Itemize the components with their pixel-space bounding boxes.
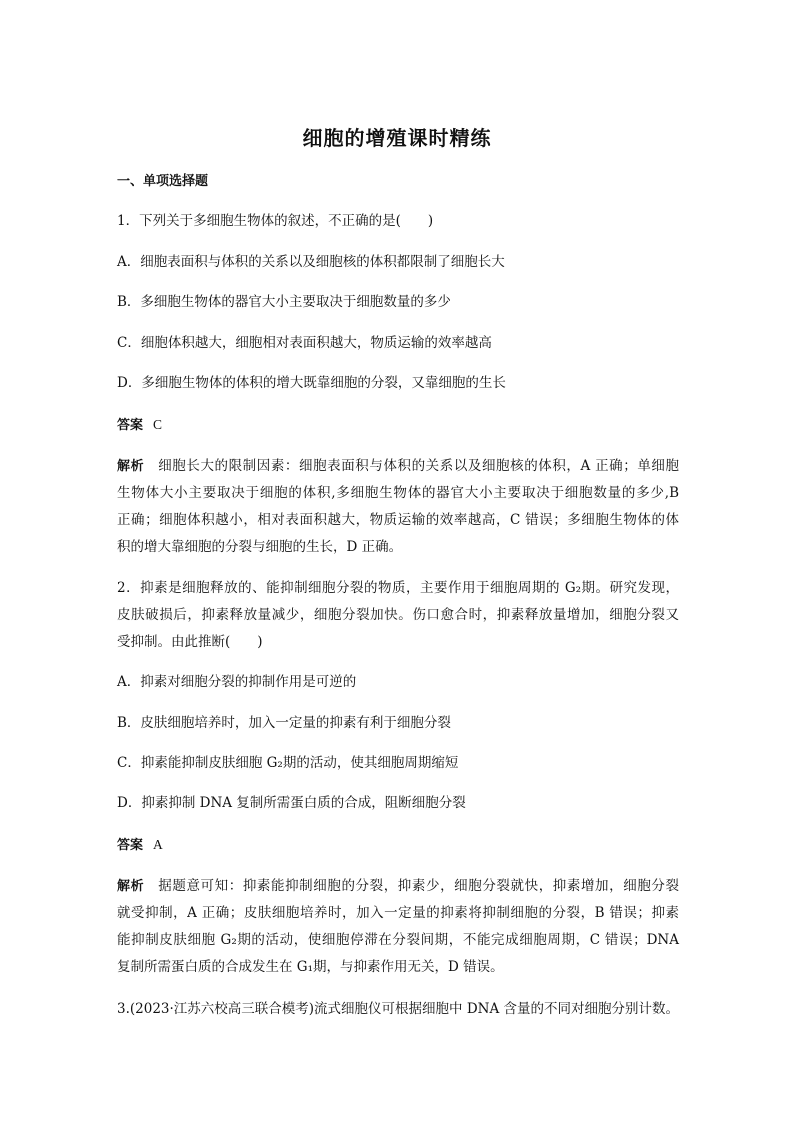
page-title: 细胞的增殖课时精练 xyxy=(302,126,492,150)
analysis-line: 正确；细胞体积越小，相对表面积越大，物质运输的效率越高，C 错误；多细胞生物体的体 xyxy=(117,512,679,528)
answer-value: C xyxy=(153,417,163,432)
answer-value: A xyxy=(153,837,163,852)
answer-label: 答案 xyxy=(117,838,144,853)
analysis-line: 解析 细胞长大的限制因素：细胞表面积与体积的关系以及细胞核的体积，A 正确；单细胞 xyxy=(117,458,679,474)
q1-answer xyxy=(117,411,679,439)
analysis-label: 解析 xyxy=(117,459,145,474)
q3-stem: 3.(2023·江苏六校高三联合模考)流式细胞仪可根据细胞中 DNA 含量的不同对细胞分别计数。 xyxy=(117,1001,680,1017)
q2-option-c: C．抑素能抑制皮肤细胞 G₂期的活动，使其细胞周期缩短 xyxy=(117,755,459,771)
section-heading: 一、单项选择题 xyxy=(117,174,209,189)
q1-option-a: A．细胞表面积与体积的关系以及细胞核的体积都限制了细胞长大 xyxy=(117,254,505,270)
analysis-line: 能抑制皮肤细胞 G₂期的活动，使细胞停滞在分裂间期，不能完成细胞周期，C 错误；DNA xyxy=(117,932,679,948)
q1-option-d: D．多细胞生物体的体积的增大既靠细胞的分裂，又靠细胞的生长 xyxy=(117,375,506,391)
analysis-line: 积的增大靠细胞的分裂与细胞的生长，D 正确。 xyxy=(117,539,403,555)
stem-line: 皮肤破损后，抑素释放量减少，细胞分裂加快。伤口愈合时，抑素释放量增加，细胞分裂又 xyxy=(117,607,679,623)
stem-line: 受抑制。由此推断( ) xyxy=(117,634,263,650)
analysis-line: 解析 据题意可知：抑素能抑制细胞的分裂，抑素少，细胞分裂就快，抑素增加，细胞分裂 xyxy=(117,878,679,894)
q2-answer xyxy=(117,831,679,859)
q2-stem xyxy=(117,575,679,656)
q1-stem: 1．下列关于多细胞生物体的叙述，不正确的是( ) xyxy=(117,213,434,229)
stem-line: 2．抑素是细胞释放的、能抑制细胞分裂的物质，主要作用于细胞周期的 G₂期。研究发现， xyxy=(117,580,679,596)
q2-option-a: A．抑素对细胞分裂的抑制作用是可逆的 xyxy=(117,674,357,690)
q1-option-c: C．细胞体积越大，细胞相对表面积越大，物质运输的效率越高 xyxy=(117,335,492,351)
answer-label: 答案 xyxy=(117,418,144,433)
q1-option-b: B．多细胞生物体的器官大小主要取决于细胞数量的多少 xyxy=(117,294,451,310)
analysis-label: 解析 xyxy=(117,879,145,894)
q2-option-d: D．抑素抑制 DNA 复制所需蛋白质的合成，阻断细胞分裂 xyxy=(117,795,466,811)
analysis-line: 生物体大小主要取决于细胞的体积,多细胞生物体的器官大小主要取决于细胞数量的多少,B xyxy=(117,485,679,501)
q1-analysis xyxy=(117,453,679,561)
analysis-line: 就受抑制，A 正确；皮肤细胞培养时，加入一定量的抑素将抑制细胞的分裂，B 错误；抑素 xyxy=(117,905,679,921)
analysis-line: 复制所需蛋白质的合成发生在 G₁期，与抑素作用无关，D 错误。 xyxy=(117,959,504,975)
q2-analysis xyxy=(117,873,679,981)
q2-option-b: B．皮肤细胞培养时，加入一定量的抑素有利于细胞分裂 xyxy=(117,715,451,731)
